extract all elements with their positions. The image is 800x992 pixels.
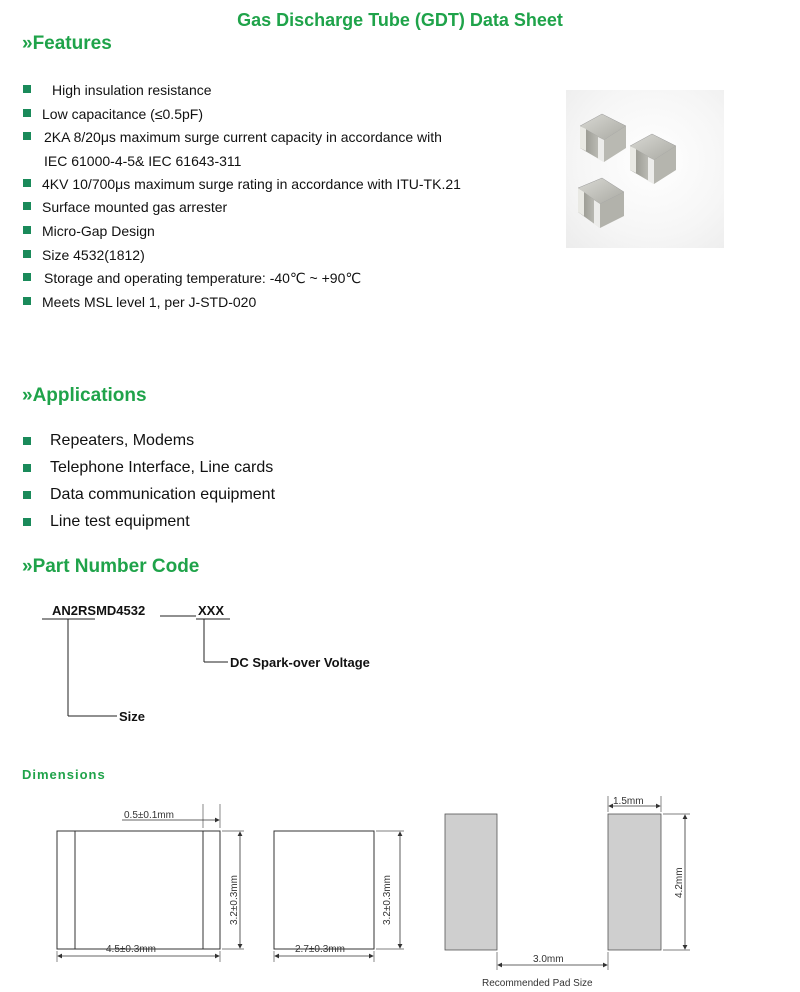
feature-item: 4KV 10/700μs maximum surge rating in accordance with ITU-TK.21 bbox=[22, 174, 461, 198]
page-title: Gas Discharge Tube (GDT) Data Sheet bbox=[237, 10, 563, 30]
application-item: Repeaters, Modems bbox=[22, 430, 275, 457]
features-heading: »Features bbox=[22, 33, 112, 54]
application-item: Line test equipment bbox=[22, 511, 275, 538]
part-number-code: AN2RSMD4532 bbox=[52, 603, 146, 618]
pad-layout bbox=[445, 796, 690, 989]
pad-height-label: 4.2mm bbox=[674, 867, 685, 898]
front-height-label: 3.2±0.3mm bbox=[229, 875, 240, 925]
length-label: 4.5±0.3mm bbox=[106, 944, 156, 955]
pad-caption: Recommended Pad Size bbox=[482, 978, 593, 989]
feature-item: Surface mounted gas arrester bbox=[22, 197, 461, 221]
feature-item: Meets MSL level 1, per J-STD-020 bbox=[22, 292, 461, 316]
feature-item: Low capacitance (≤0.5pF) bbox=[22, 104, 461, 128]
feature-item: 2KA 8/20μs maximum surge current capacity in accordance with bbox=[22, 127, 461, 151]
suffix-label: DC Spark-over Voltage bbox=[230, 655, 370, 670]
application-item: Telephone Interface, Line cards bbox=[22, 457, 275, 484]
feature-item: High insulation resistance bbox=[22, 80, 461, 104]
terminal-width-label: 0.5±0.1mm bbox=[124, 810, 174, 821]
side-width-label: 2.7±0.3mm bbox=[295, 944, 345, 955]
front-view bbox=[57, 804, 244, 962]
dimensions-heading: Dimensions bbox=[22, 767, 106, 782]
side-view bbox=[274, 831, 404, 962]
pad-width-label: 1.5mm bbox=[613, 796, 644, 807]
feature-item: Size 4532(1812) bbox=[22, 245, 461, 269]
dimension-drawings bbox=[0, 790, 800, 992]
application-item: Data communication equipment bbox=[22, 484, 275, 511]
feature-item: Micro-Gap Design bbox=[22, 221, 461, 245]
feature-item: Storage and operating temperature: -40℃ ~ +90℃ bbox=[22, 268, 461, 292]
part-number-suffix: XXX bbox=[198, 603, 225, 618]
pad-gap-label: 3.0mm bbox=[533, 954, 564, 965]
pad-left bbox=[445, 814, 497, 950]
part-number-heading: »Part Number Code bbox=[22, 556, 200, 577]
pad-right bbox=[608, 814, 661, 950]
applications-heading: »Applications bbox=[22, 385, 147, 406]
side-height-label: 3.2±0.3mm bbox=[382, 875, 393, 925]
size-label: Size bbox=[119, 709, 146, 724]
feature-item-continued: IEC 61000-4-5& IEC 61643-311 bbox=[44, 152, 242, 169]
